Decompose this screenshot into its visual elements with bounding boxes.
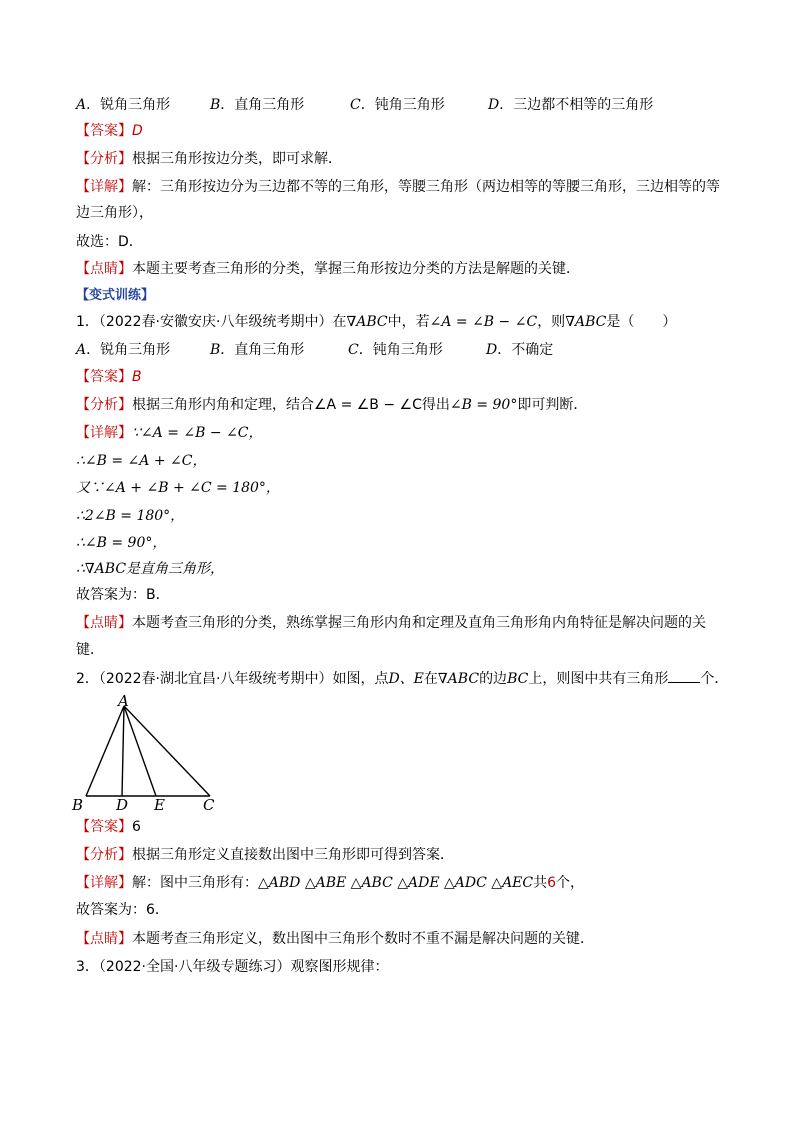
segment-ab [86, 706, 124, 796]
q2-analysis: 【分析】根据三角形定义直接数出图中三角形即可得到答案． [76, 847, 454, 863]
q2-stem: 2．（2022春·湖北宜昌·八年级统考期中）如图，点D、E在∇ABC的边BC上，则图中共有三角形 个． [76, 668, 728, 689]
q2-conclusion: 故答案为：6． [76, 902, 169, 918]
q1-detail-step-2: ∴∠B = ∠A + ∠C， [76, 453, 207, 469]
label-a: A [118, 692, 129, 710]
q3-stem: 3．（2022·全国·八年级专题练习）观察图形规律： [76, 959, 389, 975]
q0-conclusion: 故选：D． [76, 234, 143, 250]
q0-answer: 【答案】D [76, 123, 143, 139]
q1-detail-step-1: 【详解】∵∠A = ∠B − ∠C， [76, 425, 263, 441]
q1-detail-step-6: ∴∇ABC是直角三角形， [76, 561, 225, 577]
q0-option-c: C．钝角三角形 [350, 97, 445, 113]
q1-option-d: D．不确定 [486, 342, 554, 358]
q0-option-a: A．锐角三角形 [76, 97, 171, 113]
label-b: B [72, 796, 84, 814]
q0-comment: 【点睛】本题主要考查三角形的分类，掌握三角形按边分类的方法是解题的关键． [76, 261, 580, 277]
q1-detail-step-5: ∴∠B = 90°， [76, 535, 167, 551]
q1-analysis: 【分析】根据三角形内角和定理，结合∠A = ∠B − ∠C得出∠B = 90°即可判断． [76, 397, 588, 413]
segment-ae [124, 706, 156, 796]
q0-options [76, 95, 653, 115]
q1-comment-cont: 键． [76, 642, 104, 658]
q1-comment: 【点睛】本题考查三角形的分类，熟练掌握三角形内角和定理及直角三角形角内角特征是解决问题的关 [76, 615, 706, 631]
q1-conclusion: 故答案为：B． [76, 587, 170, 603]
q2-detail: 【详解】解：图中三角形有：△ABD △ABE △ABC △ADE △ADC △AEC共6个， [76, 875, 585, 891]
q1-detail-step-4: ∴2∠B = 180°， [76, 508, 185, 524]
q0-detail-cont: 边三角形）， [76, 205, 153, 221]
q1-option-a: A．锐角三角形 [76, 342, 171, 358]
segment-ad [122, 706, 124, 796]
q0-option-d: D．三边都不相等的三角形 [488, 97, 654, 113]
q1-stem: 1．（2022春·安徽安庆·八年级统考期中）在∇ABC中，若∠A = ∠B − ∠C，则∇ABC是（ ） [76, 314, 677, 330]
q1-answer: 【答案】B [76, 369, 142, 385]
q0-option-b: B．直角三角形 [210, 97, 305, 113]
label-e: E [154, 796, 165, 814]
q0-analysis: 【分析】根据三角形按边分类，即可求解． [76, 151, 342, 167]
q2-triangle-figure [70, 692, 230, 814]
q1-option-b: B．直角三角形 [210, 342, 305, 358]
q1-options [76, 340, 553, 360]
label-c: C [203, 796, 215, 814]
q1-detail-step-3: 又∵∠A + ∠B + ∠C = 180°， [76, 480, 280, 496]
q2-answer-blank [668, 668, 700, 683]
q2-comment: 【点睛】本题考查三角形定义，数出图中三角形个数时不重不漏是解决问题的关键． [76, 931, 594, 947]
q2-answer: 【答案】6 [76, 819, 141, 835]
section-title: 【变式训练】 [76, 288, 155, 303]
q0-detail: 【详解】解：三角形按边分为三边都不等的三角形，等腰三角形（两边相等的等腰三角形，三边相等的等 [76, 179, 720, 195]
label-d: D [116, 796, 129, 814]
segment-ac [124, 706, 210, 796]
q1-option-c: C．钝角三角形 [348, 342, 443, 358]
